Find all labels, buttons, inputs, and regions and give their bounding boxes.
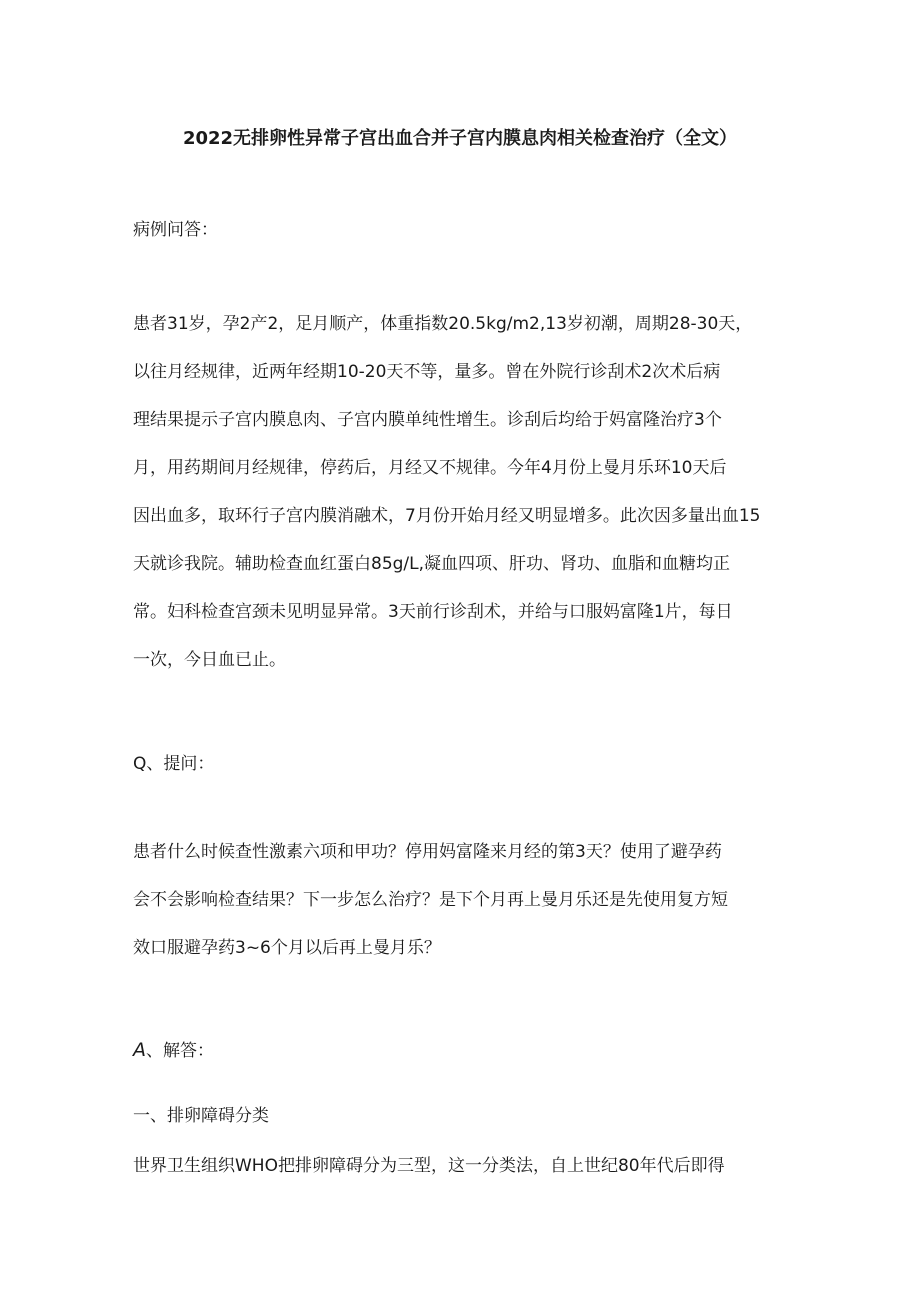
case-line: 天就诊我院。辅助检查血红蛋白85g/L,凝血四项、肝功、肾功、血脂和血糖均正 — [133, 554, 731, 574]
case-line: 以往月经规律，近两年经期10-20天不等，量多。曾在外院行诊刮术2次术后病 — [133, 362, 721, 382]
answer-heading — [133, 1036, 214, 1065]
case-line: 因出血多，取环行子宫内膜消融术，7月份开始月经又明显增多。此次因多量出血15 — [133, 506, 761, 526]
answer-letter: A — [133, 1039, 146, 1061]
document-title: 2022无排卵性异常子宫出血合并子宫内膜息肉相关检查治疗（全文） — [182, 128, 738, 149]
question-line: 患者什么时候查性激素六项和甲功？停用妈富隆来月经的第3天？使用了避孕药 — [133, 842, 722, 862]
case-description — [133, 300, 803, 684]
case-line: 月，用药期间月经规律，停药后，月经又不规律。今年4月份上曼月乐环10天后 — [133, 458, 727, 478]
question-line: 效口服避孕药3~6个月以后再上曼月乐？ — [133, 938, 441, 958]
question-line: 会不会影响检查结果？下一步怎么治疗？是下个月再上曼月乐还是先使用复方短 — [133, 890, 728, 910]
section-body — [133, 1142, 803, 1190]
question-heading: Q、提问： — [133, 754, 215, 774]
case-heading: 病例问答： — [133, 220, 218, 240]
section-line: 世界卫生组织WHO把排卵障碍分为三型，这一分类法，自上世纪80年代后即得 — [133, 1156, 725, 1176]
case-line: 常。妇科检查宫颈未见明显异常。3天前行诊刮术，并给与口服妈富隆1片，每日 — [133, 602, 733, 622]
section-heading: 一、排卵障碍分类 — [133, 1106, 269, 1126]
case-line: 患者31岁，孕2产2，足月顺产，体重指数20.5kg/m2,13岁初潮，周期28-30天， — [133, 314, 753, 334]
question-text — [133, 828, 803, 972]
answer-heading-text: 、解答： — [146, 1041, 214, 1061]
case-line: 一次，今日血已止。 — [133, 650, 286, 670]
case-line: 理结果提示子宫内膜息肉、子宫内膜单纯性增生。诊刮后均给于妈富隆治疗3个 — [133, 410, 722, 430]
